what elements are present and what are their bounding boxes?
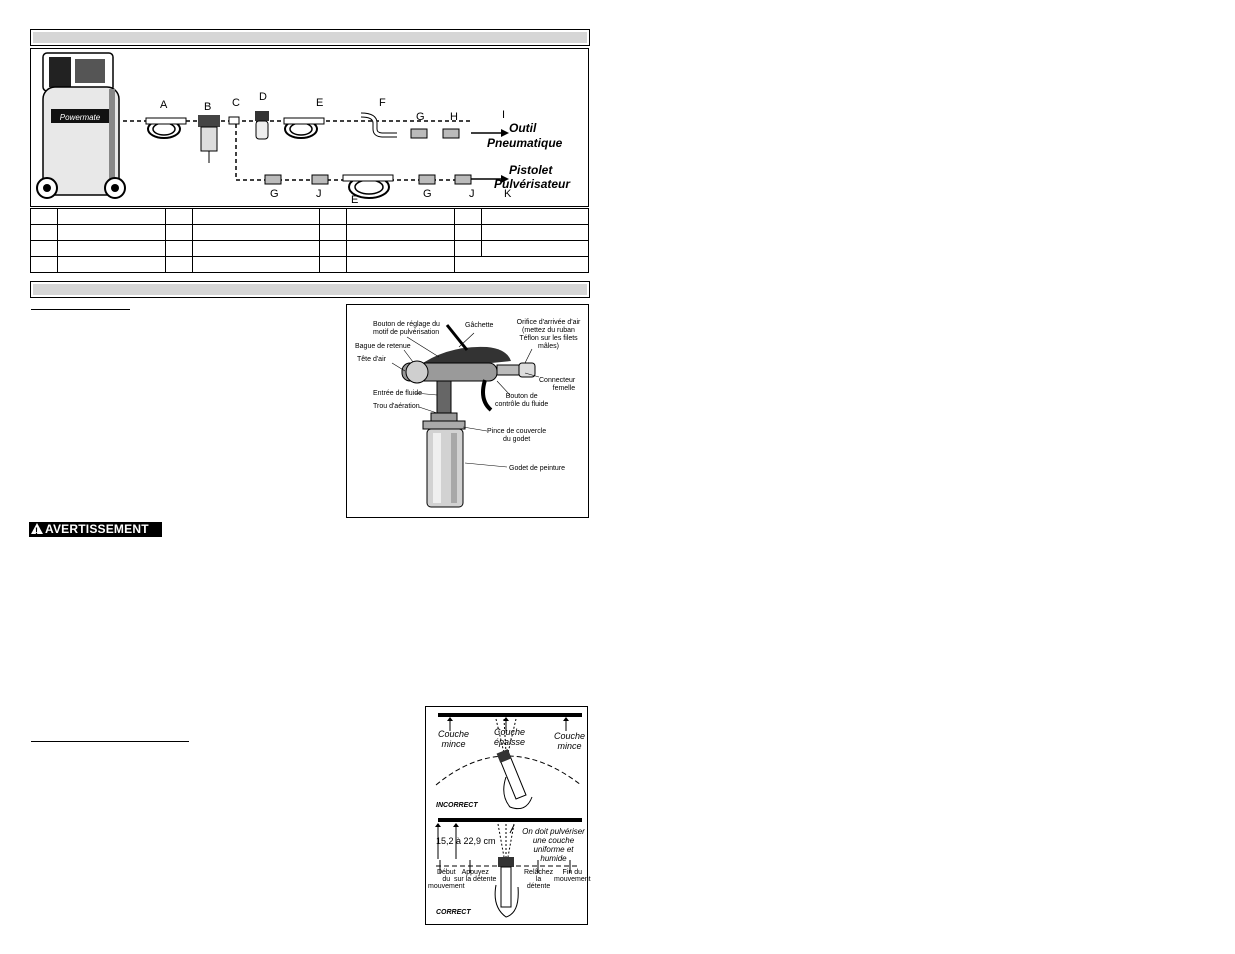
label-cup-clamp: Pince de couvercle du godet	[487, 428, 547, 443]
diagram-letter-k: K	[504, 188, 512, 200]
label-release-trigger: Relâchez la détente	[524, 869, 554, 890]
diagram-letter-d: D	[259, 91, 267, 103]
diagram-letter-h: H	[450, 111, 458, 123]
label-vent-hole: Trou d'aération	[373, 403, 420, 410]
label-distance: 15,2 à 22,9 cm	[436, 836, 496, 846]
diagram-letter-e: E	[316, 97, 324, 109]
table-row	[31, 225, 589, 241]
label-trigger: Gâchette	[465, 322, 494, 329]
diagram-letter-g-2: G	[270, 188, 279, 200]
pneumatic-tool-label-2: Pneumatique	[487, 136, 563, 150]
warning-label: AVERTISSEMENT	[45, 522, 149, 536]
label-incorrect: INCORRECT	[436, 802, 478, 809]
diagram-letter-e-2: E	[351, 194, 359, 206]
warning-badge	[29, 522, 162, 537]
label-correct: CORRECT	[436, 909, 471, 916]
parts-table	[30, 208, 589, 273]
label-air-inlet: Orifice d'arrivée d'air (mettez du ruban Téflon sur les filets mâles)	[516, 319, 581, 350]
diagram-letter-j-2: J	[469, 188, 475, 200]
label-paint-cup: Godet de peinture	[509, 465, 566, 472]
spray-gun-label-1: Pistolet	[509, 163, 553, 177]
spray-gun-label-2: Pulvérisateur	[494, 177, 571, 191]
label-thin-left: Couche mince	[438, 729, 470, 749]
subheading-rule	[31, 309, 130, 310]
diagram-letter-f: F	[379, 97, 386, 109]
diagram-letter-i: I	[502, 109, 506, 121]
label-retaining-ring: Bague de retenue	[355, 343, 411, 350]
label-fluid-inlet: Entrée de fluide	[373, 390, 423, 397]
diagram-letter-a: A	[160, 99, 168, 111]
label-female-connector: Connecteur femelle	[539, 377, 576, 392]
diagram-letter-b: B	[204, 101, 212, 113]
diagram-letter-j: J	[316, 188, 322, 200]
label-thick: Couche épaisse	[494, 727, 526, 747]
spray-gun-diagram-panel	[346, 304, 589, 518]
table-row	[31, 209, 589, 225]
label-uniform-coat: On doit pulvériser une couche uniforme et humide	[522, 827, 585, 863]
label-press-trigger: Appuyez sur la détente	[454, 869, 497, 883]
table-row	[31, 241, 589, 257]
warning-triangle-icon	[31, 523, 43, 534]
setup-diagram-panel	[30, 48, 589, 207]
label-air-head: Tête d'air	[357, 356, 386, 363]
compressor-image	[37, 53, 125, 198]
table-row	[31, 257, 589, 273]
label-thin-right: Couche mince	[554, 731, 586, 751]
label-stroke-start: Début du mouvement	[428, 869, 465, 890]
pneumatic-tool-label-1: Outil	[509, 121, 537, 135]
label-stroke-end: Fin du mouvement	[554, 869, 591, 883]
diagram-letter-g: G	[416, 111, 425, 123]
section-header-bar-middle	[30, 281, 590, 298]
label-pattern-knob: Bouton de réglage du motif de pulvérisation	[373, 321, 440, 336]
svg-text:Powermate: Powermate	[59, 113, 101, 122]
diagram-letter-c: C	[232, 97, 240, 109]
subheading-rule-2	[31, 741, 189, 742]
section-header-bar-top	[30, 29, 590, 46]
diagram-letter-g-3: G	[423, 188, 432, 200]
spray-technique-diagram-panel	[425, 706, 591, 925]
label-fluid-knob: Bouton de contrôle du fluide	[495, 393, 549, 408]
